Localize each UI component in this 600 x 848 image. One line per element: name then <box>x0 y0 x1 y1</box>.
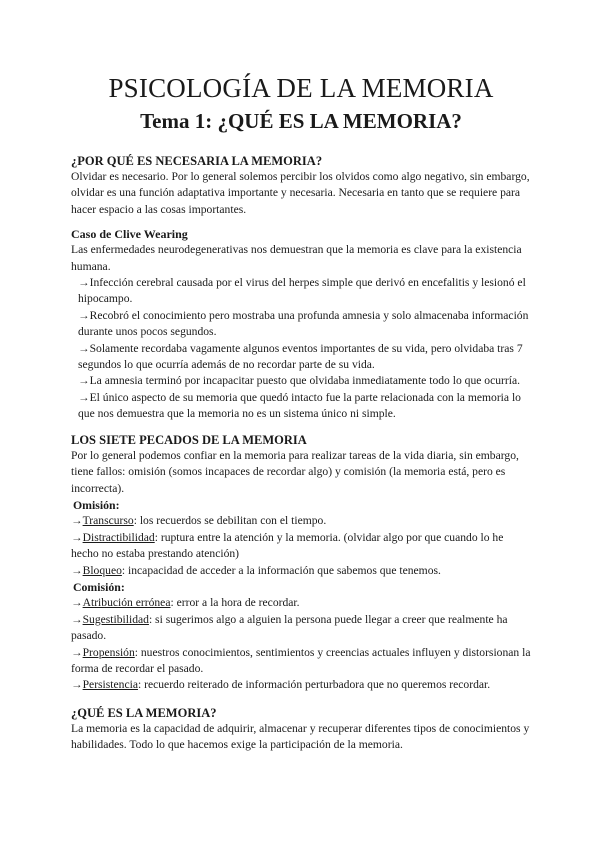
clive-intro: Las enfermedades neurodegenerativas nos demuestran que la memoria es clave para la existencia humana. <box>71 243 522 273</box>
section-heading-what: ¿QUÉ ES LA MEMORIA? <box>71 705 217 720</box>
document-page <box>71 72 531 754</box>
list-item: →Solamente recordaba vagamente algunos eventos importantes de su vida, pero olvidaba tras 7 segundos lo que ocurría además de no recordar parte de su vida. <box>78 341 523 372</box>
sin-term: Persistencia <box>82 678 138 692</box>
arrow-glyph: → <box>71 563 83 577</box>
document-title: PSICOLOGÍA DE LA MEMORIA <box>108 73 494 103</box>
sin-desc: : nuestros conocimientos, sentimientos y creencias actuales influyen y distorsionan la forma de recordar el pasado. <box>71 645 531 675</box>
list-item: →Infección cerebral causada por el virus del herpes simple que derivó en encefalitis y lesionó el hipocampo. <box>78 276 526 306</box>
sin-desc: : recuerdo reiterado de información perturbadora que no queremos recordar. <box>137 678 491 692</box>
arrow-glyph: → <box>71 596 83 610</box>
sin-desc: : si sugerimos algo a alguien la persona puede llegar a creer que realmente ha pasado. <box>71 612 508 643</box>
commission-label: Comisión: <box>73 579 125 594</box>
section-heading-why: ¿POR QUÉ ES NECESARIA LA MEMORIA? <box>71 154 323 168</box>
arrow-glyph: → <box>71 530 83 544</box>
sin-term: Sugestibilidad <box>82 612 149 626</box>
arrow-glyph: → <box>71 514 83 528</box>
sin-term: Transcurso <box>82 514 134 528</box>
sin-term: Bloqueo <box>82 563 122 577</box>
sin-item-propension <box>71 645 531 678</box>
why-paragraph: Olvidar es necesario. Por lo general solemos percibir los olvidos como algo negativo, sin embargo, olvidar es una función adaptativa importante y necesaria. Necesaria en tanto que se requiere para hacer espacio a las cosas importantes. <box>71 170 530 216</box>
sin-term: Distractibilidad <box>82 530 155 544</box>
sin-term: Propensión <box>82 645 135 659</box>
sin-item-atribucion <box>71 595 531 611</box>
sin-desc: : ruptura entre la atención y la memoria. (olvidar algo por que cuando lo he hecho no estaba prestando atención) <box>71 530 504 561</box>
list-item: →Recobró el conocimiento pero mostraba una profunda amnesia y solo almacenaba información durante unos pocos segundos. <box>78 308 529 339</box>
sin-item-persistencia <box>71 677 531 693</box>
section-heading-sins: LOS SIETE PECADOS DE LA MEMORIA <box>71 432 307 447</box>
sin-term: Atribución errónea <box>82 596 171 610</box>
omission-label: Omisión: <box>73 497 120 512</box>
sin-desc: : los recuerdos se debilitan con el tiempo. <box>133 514 327 528</box>
sins-intro: Por lo general podemos confiar en la memoria para realizar tareas de la vida diaria, sin embargo, tiene fallos: omisión (somos incapaces de recordar algo) y comisión (la memoria está, pero es incorrecta). <box>71 448 519 495</box>
arrow-glyph: → <box>71 645 83 659</box>
arrow-glyph: → <box>71 678 83 692</box>
sin-item-distractibilidad <box>71 530 531 563</box>
sin-item-sugestibilidad <box>71 612 531 645</box>
sin-item-transcurso <box>71 513 531 529</box>
what-paragraph: La memoria es la capacidad de adquirir, almacenar y recuperar diferentes tipos de conocimientos y habilidades. Todo lo que hacemos exige la participación de la memoria. <box>71 721 530 752</box>
document-subtitle: Tema 1: ¿QUÉ ES LA MEMORIA? <box>140 109 462 133</box>
clive-list <box>71 275 531 423</box>
list-item: →La amnesia terminó por incapacitar puesto que olvidaba inmediatamente todo lo que ocurría. <box>78 374 521 388</box>
section-heading-clive: Caso de Clive Wearing <box>71 227 188 242</box>
arrow-glyph: → <box>71 612 83 626</box>
sin-desc: : incapacidad de acceder a la información que sabemos que tenemos. <box>121 563 441 577</box>
list-item: →El único aspecto de su memoria que quedó intacto fue la parte relacionada con la memoria lo que nos demuestra que la memoria no es un sistema único ni simple. <box>78 390 521 421</box>
sin-item-bloqueo <box>71 563 531 579</box>
sin-desc: : error a la hora de recordar. <box>170 596 300 610</box>
